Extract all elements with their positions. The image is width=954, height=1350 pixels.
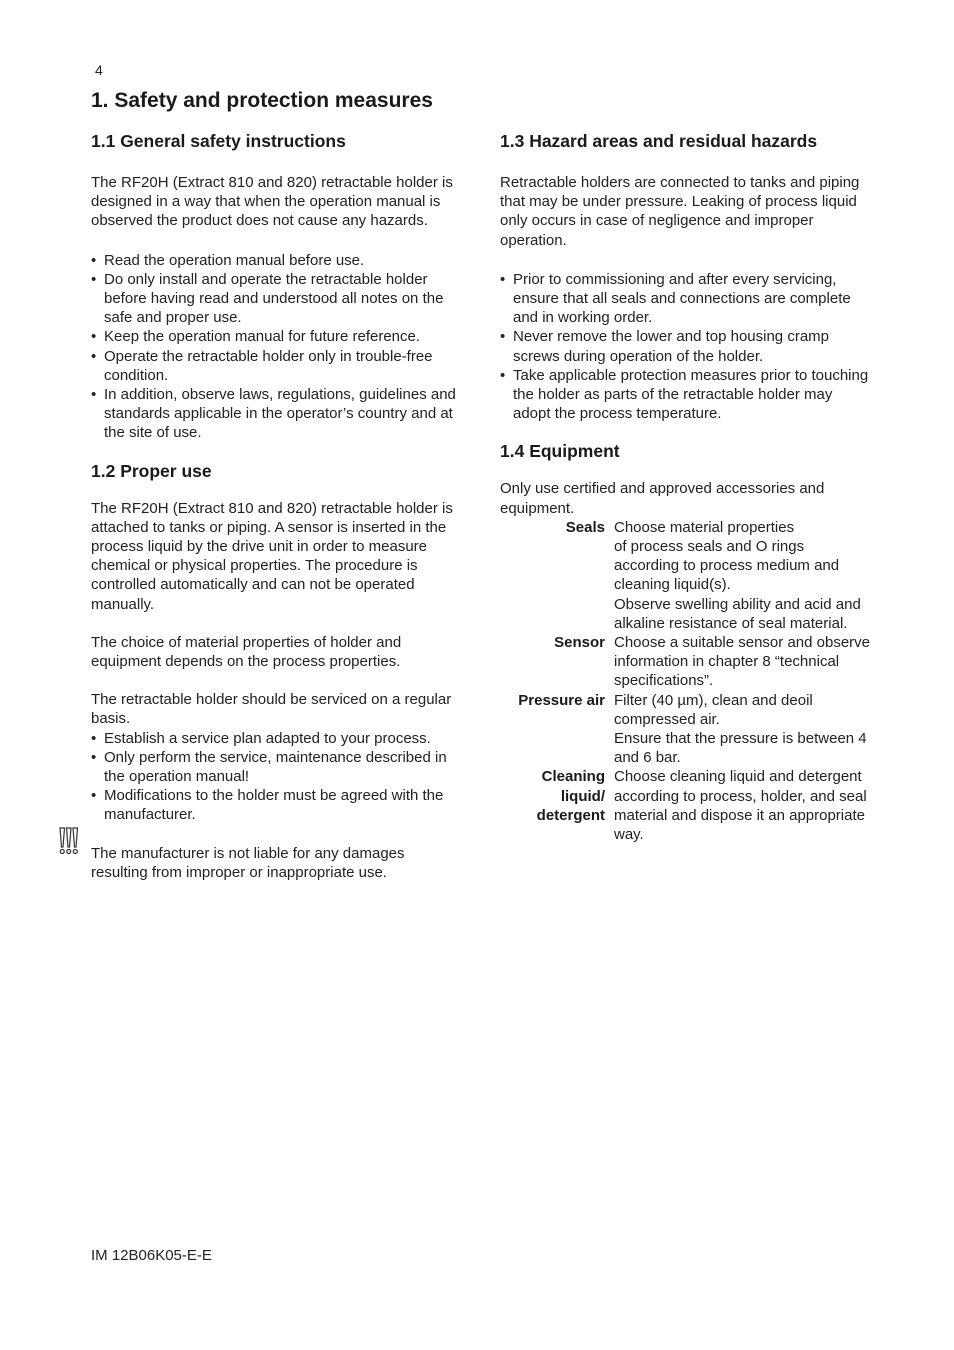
proper-use-paragraph: The RF20H (Extract 810 and 820) retractable holder is attached to tanks or piping. A sensor is inserted in the process liquid by the drive unit in order to measure chemical or physical properties. The procedure is controlled automatically and can not be operated manually. xyxy=(91,499,453,613)
right-column xyxy=(500,130,872,844)
equipment-desc-pressure-air: Filter (40 µm), clean and deoil compressed air. Ensure that the pressure is between 4 and 6 bar. xyxy=(614,691,867,767)
equipment-table xyxy=(500,518,872,844)
list-item: • Take applicable protection measures prior to touching the holder as parts of the retractable holder may adopt the process temperature. xyxy=(500,366,872,424)
list-item: • Do only install and operate the retractable holder before having read and understood all notes on the safe and proper use. xyxy=(91,270,461,328)
equipment-label-sensor: Sensor xyxy=(554,634,605,652)
proper-use-paragraph: The retractable holder should be serviced on a regular basis. xyxy=(91,691,452,728)
equipment-desc-sensor: Choose a suitable sensor and observe information in chapter 8 “technical specifications”. xyxy=(614,634,870,690)
list-item: • In addition, observe laws, regulations, guidelines and standards applicable in the operator’s country and at the site of use. xyxy=(91,385,461,443)
list-item: • Keep the operation manual for future reference. xyxy=(91,327,461,346)
section-heading-proper-use: 1.2 Proper use xyxy=(91,460,212,481)
equipment-desc-cleaning: Choose cleaning liquid and detergent according to process, holder, and seal material and dispose it an appropriate way. xyxy=(614,768,867,844)
hazards-bullets xyxy=(500,270,872,424)
warning-exclamation-icon xyxy=(58,826,80,856)
general-bullets xyxy=(91,251,461,443)
list-item: • Establish a service plan adapted to your process. xyxy=(91,729,461,748)
list-item: • Prior to commissioning and after every servicing, ensure that all seals and connections are complete and in working order. xyxy=(500,270,872,328)
proper-use-bullets xyxy=(91,729,461,825)
proper-use-paragraph: The choice of material properties of holder and equipment depends on the process properties. xyxy=(91,633,402,671)
section-heading-general: 1.1 General safety instructions xyxy=(91,131,346,151)
page-number: 4 xyxy=(95,62,103,78)
document-code: IM 12B06K05-E-E xyxy=(91,1247,212,1264)
equipment-label-seals: Seals xyxy=(565,518,605,536)
list-item: • Read the operation manual before use. xyxy=(91,251,461,270)
equipment-desc-seals: Choose material properties of process seals and O rings according to process medium and cleaning liquid(s). Observe swelling ability and acid and alkaline resistance of seal material. xyxy=(614,518,861,632)
section-heading-hazards: 1.3 Hazard areas and residual hazards xyxy=(500,131,818,151)
equipment-label-pressure-air: Pressure air xyxy=(518,691,605,709)
general-intro: The RF20H (Extract 810 and 820) retractable holder is designed in a way that when the operation manual is observed the product does not cause any hazards. xyxy=(91,174,453,230)
list-item: • Never remove the lower and top housing cramp screws during operation of the holder. xyxy=(500,327,872,365)
list-item: • Modifications to the holder must be agreed with the manufacturer. xyxy=(91,786,461,824)
list-item: • Operate the retractable holder only in trouble-free condition. xyxy=(91,347,461,385)
page-title: 1. Safety and protection measures xyxy=(91,89,433,112)
equipment-intro: Only use certified and approved accessories and equipment. xyxy=(500,480,825,517)
hazards-intro: Retractable holders are connected to tanks and piping that may be under pressure. Leaking of process liquid only occurs in case of negligence and improper operation. xyxy=(500,174,860,249)
section-heading-equipment: 1.4 Equipment xyxy=(500,441,620,462)
list-item: • Only perform the service, maintenance described in the operation manual! xyxy=(91,748,461,786)
equipment-label-cleaning: Cleaning liquid/ detergent xyxy=(536,768,605,824)
liability-paragraph: The manufacturer is not liable for any damages resulting from improper or inappropriate use. xyxy=(91,844,405,881)
left-column xyxy=(91,130,461,882)
